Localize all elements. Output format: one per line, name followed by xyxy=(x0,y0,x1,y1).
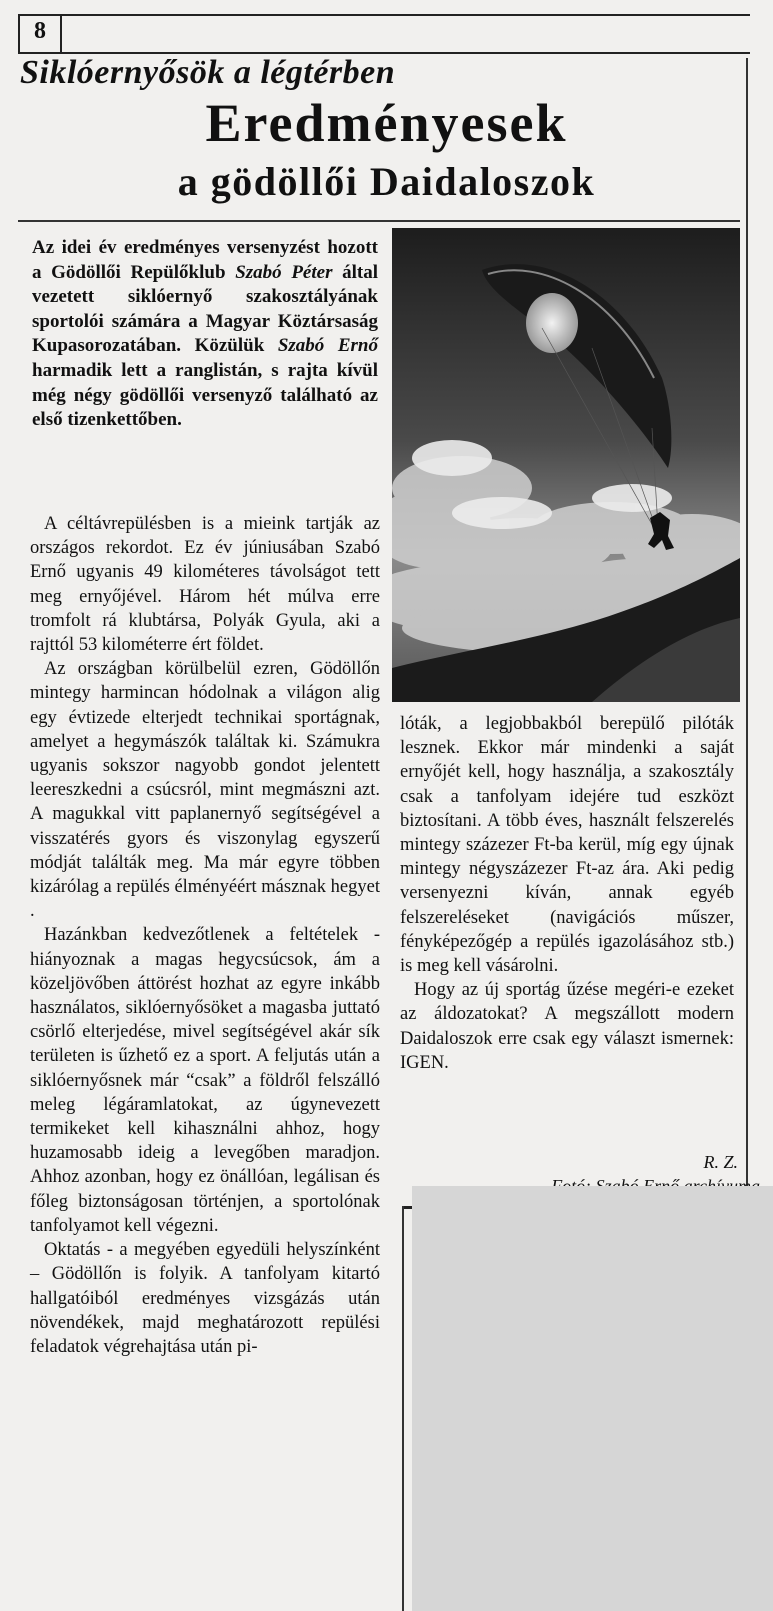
blank-scan-area xyxy=(412,1186,773,1611)
article-lead xyxy=(32,236,378,433)
article-column-1 xyxy=(30,512,380,1359)
column-border-right xyxy=(746,58,748,1188)
lead-paragraph: Az idei év eredményes versenyzést hozott a Gödöllői Repülőklub Szabó Péter által vezetett siklóernyő szakosztályának sportolói számára a Magyar Köztársaság Kupasorozatában. Közülük Szabó Ernő harmadik lett a ranglistán, s rajta kívül még négy gödöllői versenyző található az első tizenkettőben. xyxy=(32,237,379,431)
headline-rule xyxy=(18,220,740,222)
paragraph: Oktatás - a megyében egyedüli helyszínként – Gödöllőn is folyik. A tanfolyam kitartó hallgatóiból eredményes vizsgázás után növendékek, majd meghatározott repülési feladatok végrehajtása után pi- xyxy=(30,1240,380,1357)
page-number: 8 xyxy=(34,18,46,44)
paragraph: Hogy az új sportág űzése megéri-e ezeket az áldozatokat? A megszállott modern Daidaloszok erre csak egy választ ismernek: IGEN. xyxy=(400,980,734,1073)
paragraph: A céltávrepülésben is a mieink tartják az országos rekordot. Ez év júniusában Szabó Ernő ugyanis 49 kilométeres távolságot tett meg ernyőjével. Három hét múlva erre tromfolt rá klubtársa, Polyák Gyula, aki a rajttól 53 kilométerre ért földet. xyxy=(30,514,380,656)
section-divider-vertical xyxy=(402,1206,404,1611)
page-number-divider xyxy=(60,16,62,52)
page-header-bar xyxy=(18,14,750,54)
paraglider-photo-image xyxy=(392,228,740,702)
paragraph: lóták, a legjobbakból berepülő pilóták lesznek. Ekkor már mindenki a saját ernyőjét kell, hogy használja, a szakosztály csak a tanfolyam idejére tud eszközt biztosítani. A több éves, használt felszerelés mintegy százezer Ft-ba kerül, míg egy újnak mintegy négyszázezer Ft-az ára. Aki pedig versenyezni kíván, annak egyéb felszereléseket (navigációs műszer, fényképezőgép a repülés igazolásához stb.) is meg kell vásárolni. xyxy=(400,714,734,977)
headline-line-2: a gödöllői Daidaloszok xyxy=(177,159,596,204)
paraglider-photo xyxy=(392,228,740,702)
paragraph: Hazánkban kedvezőtlenek a feltételek - hiányoznak a magas hegycsúcsok, ám a közeljövőben áttörést hozhat az egyre inkább használatos, siklóernyősöket a magasba juttató csörlő elterjedése, mivel segítségével akár sík területen is űzhető ez a sport. A feljutás után a siklóernyősnek már “csak” a földről felszálló meleg légáramlatokat, az úgynevezett termikeket kell kihasználni ahhoz, hogy huzamosabb ideig a levegőben maradjon. Ahhoz azonban, hogy ez önállóan, legálisan és főleg biztonságosan történjen, a sportolónak tanfolyamot kell végezni. xyxy=(30,925,380,1236)
paragraph: Az országban körülbelül ezren, Gödöllőn mintegy harmincan hódolnak a világon alig egy évtizede elterjedt technikai sportágnak, amelyet a hegymászók találtak ki. Számukra ugyanis sokszor nagyobb gondot jelentett leereszkedni a csúcsról, mint megmászni azt. A magukkal vitt paplanernyő segítségével a visszatérés gyors és viszonylag egyszerű módját találták meg. Ma már egyre többen kizárólag a repülés élményéért másznak hegyet . xyxy=(30,659,380,922)
author-signature: R. Z. xyxy=(703,1152,738,1172)
article-kicker: Siklóernyősök a légtérben xyxy=(20,54,396,91)
headline-line-1: Eredményesek xyxy=(205,93,568,153)
article-column-2 xyxy=(400,712,734,1075)
